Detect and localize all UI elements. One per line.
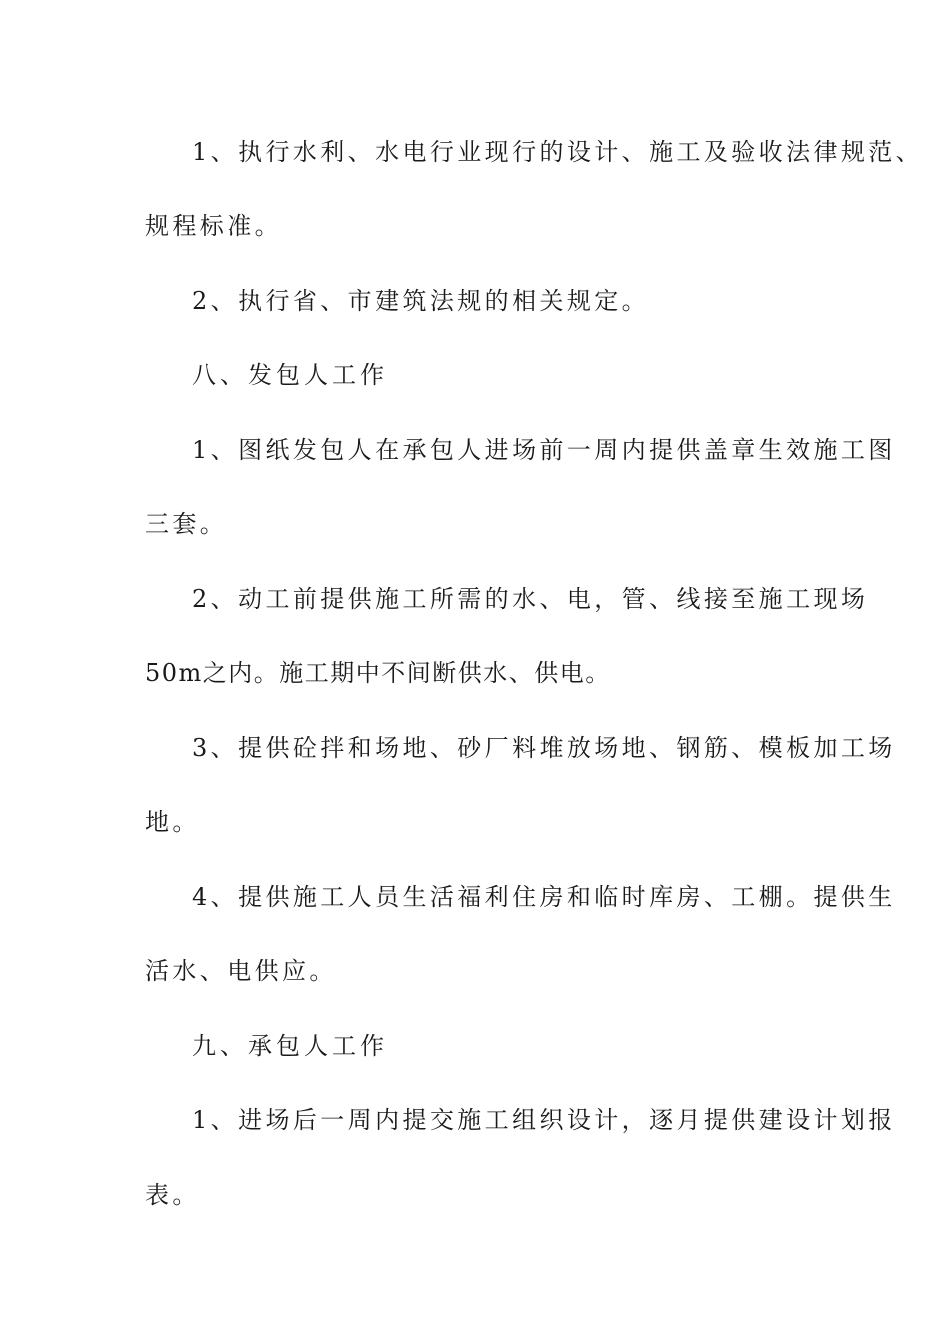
paragraph-line: 3、提供砼拌和场地、砂厂料堆放场地、钢筋、模板加工场 [192, 734, 896, 762]
paragraph-line: 1、图纸发包人在承包人进场前一周内提供盖章生效施工图 [192, 436, 896, 464]
section-heading: 八、发包人工作 [192, 361, 388, 389]
paragraph-line: 1、执行水利、水电行业现行的设计、施工及验收法律规范、 [192, 138, 924, 166]
paragraph-line: 地。 [145, 808, 200, 836]
paragraph-line: 50m之内。施工期中不间断供水、供电。 [145, 659, 611, 687]
paragraph-line: 表。 [145, 1181, 200, 1209]
paragraph-line: 2、动工前提供施工所需的水、电，管、线接至施工现场 [192, 585, 869, 613]
paragraph-line: 2、执行省、市建筑法规的相关规定。 [192, 287, 650, 315]
paragraph-line: 规程标准。 [145, 212, 282, 240]
paragraph-line: 4、提供施工人员生活福利住房和临时库房、工棚。提供生 [192, 883, 896, 911]
paragraph-line: 活水、电供应。 [145, 957, 337, 985]
section-heading: 九、承包人工作 [192, 1032, 388, 1060]
paragraph-line: 三套。 [145, 510, 228, 538]
paragraph-line: 1、进场后一周内提交施工组织设计，逐月提供建设计划报 [192, 1106, 896, 1134]
